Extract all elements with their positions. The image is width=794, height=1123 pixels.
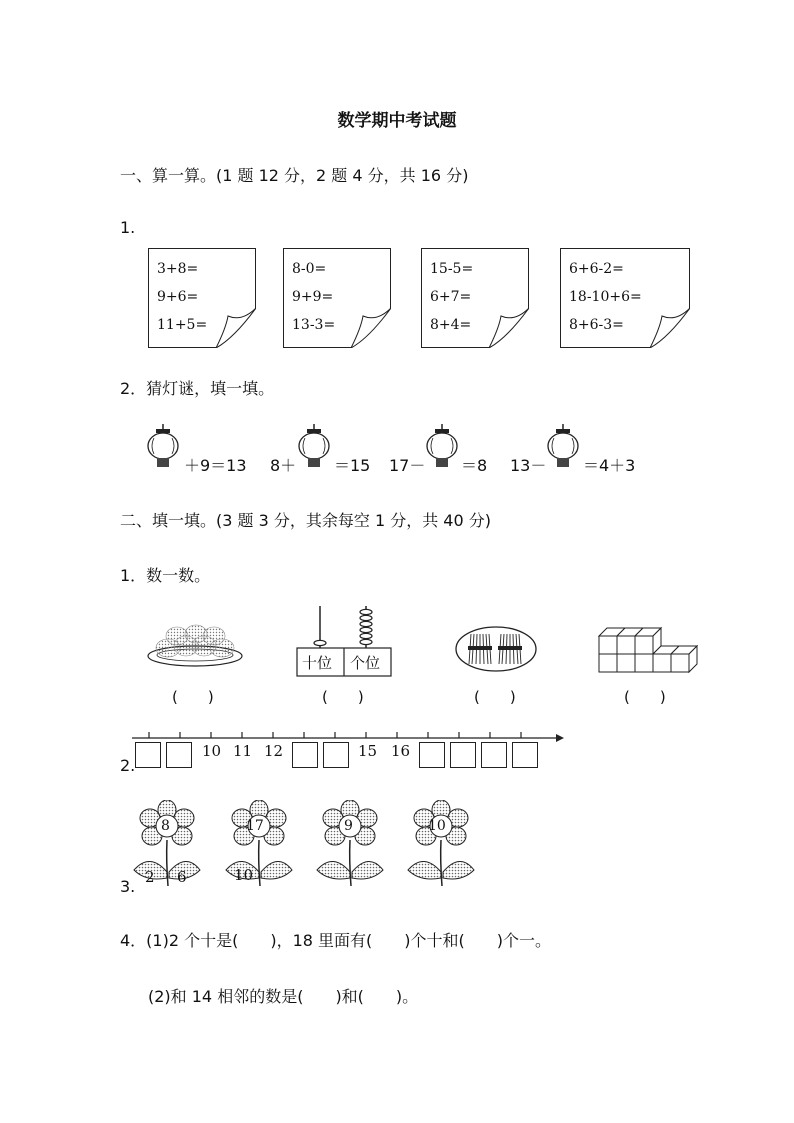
number-blank-box: [512, 742, 538, 768]
riddle-text: ＋9＝13: [184, 456, 247, 475]
plate-of-buns-icon: [146, 622, 244, 670]
flower-center-number: 8: [161, 818, 170, 834]
cube-blocks-icon: [598, 626, 698, 674]
number-blank-box: [450, 742, 476, 768]
page-curl-icon: [351, 308, 391, 348]
problem-card-3: [421, 248, 529, 348]
problem-line: 18-10+6=: [569, 289, 642, 305]
section-1-heading: 一、算一算。(1 题 12 分，2 题 4 分，共 16 分): [120, 166, 469, 185]
answer-blank: ( ): [474, 688, 516, 706]
question-2-1-label: 1．数一数。: [120, 566, 211, 585]
problem-line: 13-3=: [292, 317, 336, 333]
problem-card-1: [148, 248, 256, 348]
number-line-label: 11: [233, 742, 253, 760]
question-1-label: 1.: [120, 218, 136, 237]
page-curl-icon: [489, 308, 529, 348]
flower-leaf-number: 10: [234, 866, 254, 884]
number-line-label: 16: [391, 742, 411, 760]
page-curl-icon: [216, 308, 256, 348]
question-2-2-label: 2.: [120, 756, 136, 775]
number-line-label: 10: [202, 742, 222, 760]
problem-line: 11+5=: [157, 317, 208, 333]
flower-center-number: 10: [428, 818, 446, 834]
number-line-label: 12: [264, 742, 284, 760]
flower-center-number: 9: [344, 818, 353, 834]
problem-line: 8+4=: [430, 317, 472, 333]
number-blank-box: [135, 742, 161, 768]
problem-line: 15-5=: [430, 261, 474, 277]
lantern-icon: [297, 424, 331, 470]
flower-leaf-number: 2: [145, 868, 155, 886]
question-2-label: 2．猜灯谜，填一填。: [120, 379, 275, 398]
riddle-text: 13－: [510, 456, 547, 475]
question-2-4a: 4．(1)2 个十是( )，18 里面有( )个十和( )个一。: [120, 931, 552, 950]
problem-line: 8-0=: [292, 261, 327, 277]
riddle-text: ＝4＋3: [583, 456, 636, 475]
page-curl-icon: [650, 308, 690, 348]
section-2-heading: 二、填一填。(3 题 3 分，其余每空 1 分，共 40 分): [120, 511, 491, 530]
stick-bundles-icon: [455, 626, 537, 672]
problem-line: 8+6-3=: [569, 317, 624, 333]
number-blank-box: [323, 742, 349, 768]
answer-blank: ( ): [172, 688, 214, 706]
problem-line: 6+6-2=: [569, 261, 624, 277]
lantern-icon: [425, 424, 459, 470]
riddle-text: ＝15: [334, 456, 371, 475]
number-blank-box: [166, 742, 192, 768]
number-blank-box: [481, 742, 507, 768]
flower-center-number: 17: [246, 818, 264, 834]
page-title: 数学期中考试题: [337, 111, 457, 131]
lantern-icon: [546, 424, 580, 470]
flower-icon: [315, 800, 385, 890]
flower-icon: [406, 800, 476, 890]
flower-icon: [132, 800, 202, 890]
answer-blank: ( ): [322, 688, 364, 706]
problem-line: 9+6=: [157, 289, 199, 305]
problem-line: 6+7=: [430, 289, 472, 305]
answer-blank: ( ): [624, 688, 666, 706]
problem-card-4: [560, 248, 690, 348]
number-blank-box: [292, 742, 318, 768]
number-line-label: 15: [358, 742, 378, 760]
abacus-ones-label: 个位: [350, 654, 381, 672]
riddle-text: 8＋: [270, 456, 297, 475]
abacus-tens-label: 十位: [302, 654, 333, 672]
number-blank-box: [419, 742, 445, 768]
problem-line: 9+9=: [292, 289, 334, 305]
question-2-4b: (2)和 14 相邻的数是( )和( )。: [148, 987, 419, 1006]
flower-leaf-number: 6: [177, 868, 187, 886]
problem-line: 3+8=: [157, 261, 199, 277]
problem-card-2: [283, 248, 391, 348]
riddle-text: 17－: [389, 456, 426, 475]
question-2-3-label: 3.: [120, 877, 136, 896]
riddle-text: ＝8: [461, 456, 488, 475]
lantern-icon: [146, 424, 180, 470]
